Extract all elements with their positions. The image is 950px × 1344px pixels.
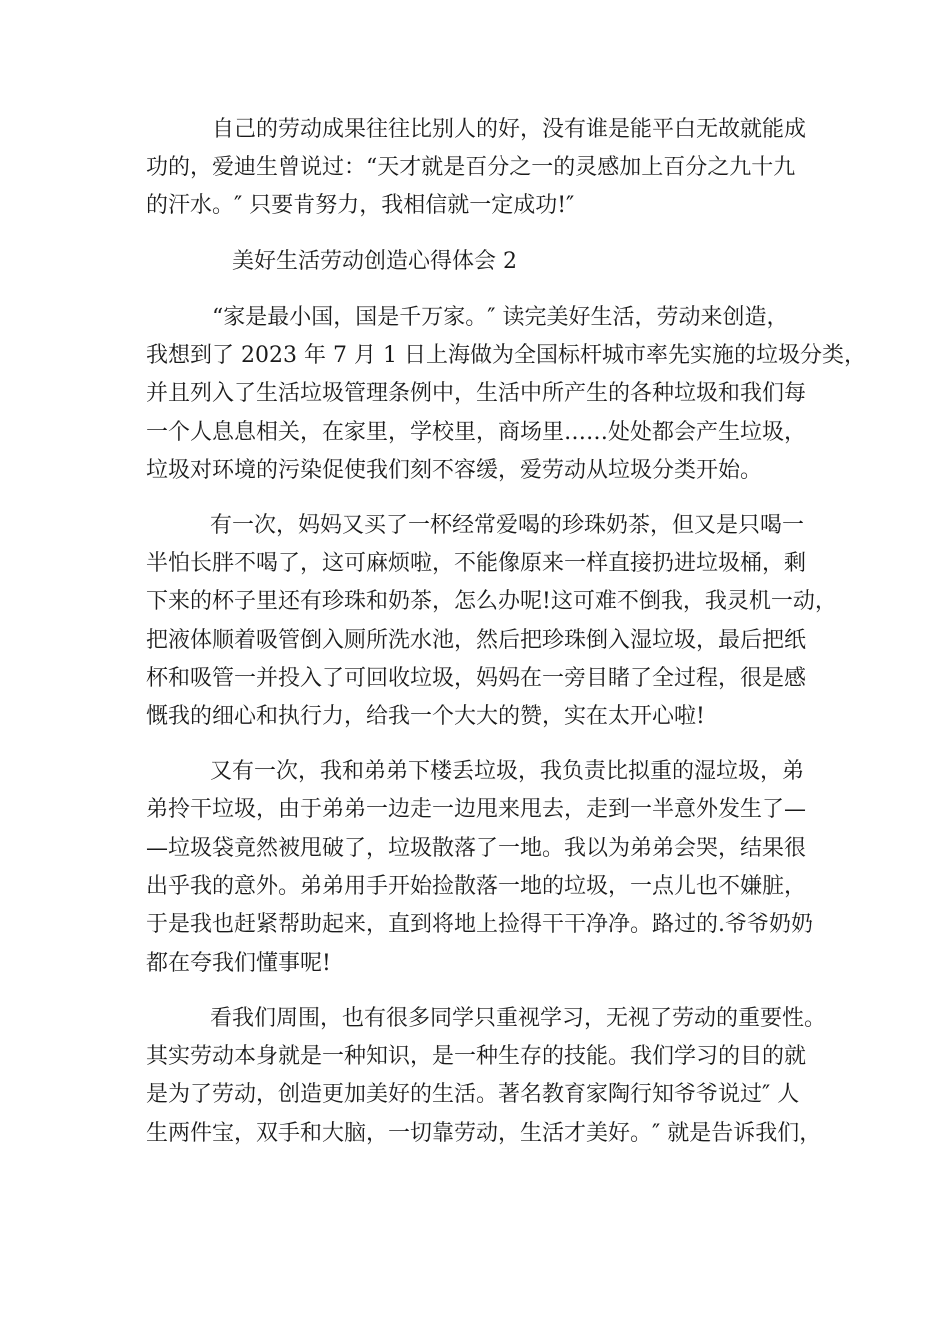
paragraph-2-line-5: 垃圾对环境的污染促使我们刻不容缓，爱劳动从垃圾分类开始。 [146,458,763,483]
paragraph-4-line-2: 弟拎干垃圾，由于弟弟一边走一边甩来甩去，走到一半意外发生了— [146,797,807,822]
paragraph-4-line-4: 出乎我的意外。弟弟用手开始捡散落一地的垃圾，一点儿也不嫌脏， [146,874,807,899]
section-heading: 美好生活劳动创造心得体会 2 [232,249,517,274]
paragraph-4-line-1: 又有一次，我和弟弟下楼丢垃圾，我负责比拟重的湿垃圾，弟 [210,759,805,784]
paragraph-2-line-2: 我想到了 2023 年 7 月 1 日上海做为全国标杆城市率先实施的垃圾分类， [146,343,866,368]
paragraph-2-line-4: 一个人息息相关，在家里，学校里，商场里……处处都会产生垃圾， [146,420,807,445]
paragraph-3-line-1: 有一次，妈妈又买了一杯经常爱喝的珍珠奶茶，但又是只喝一 [210,513,805,538]
paragraph-3-line-2: 半怕长胖不喝了，这可麻烦啦，不能像原来一样直接扔进垃圾桶，剩 [146,551,807,576]
paragraph-4-line-6: 都在夸我们懂事呢! [146,951,331,976]
paragraph-1-line-1: 自己的劳动成果往往比别人的好，没有谁是能平白无故就能成 [212,117,807,142]
paragraph-5-line-1: 看我们周围，也有很多同学只重视学习，无视了劳动的重要性。 [210,1006,827,1031]
paragraph-5-line-4: 生两件宝，双手和大脑，一切靠劳动，生活才美好。″ 就是告诉我们， [146,1121,822,1146]
paragraph-1-line-2: 功的，爱迪生曾说过：“天才就是百分之一的灵感加上百分之九十九 [146,155,796,180]
paragraph-3-line-3: 下来的杯子里还有珍珠和奶茶，怎么办呢!这可难不倒我，我灵机一动， [146,589,837,614]
paragraph-3-line-5: 杯和吸管一并投入了可回收垃圾，妈妈在一旁目睹了全过程，很是感 [146,666,807,691]
paragraph-1-line-3: 的汗水。″ 只要肯努力，我相信就一定成功!″ [146,193,575,218]
paragraph-2-line-3: 并且列入了生活垃圾管理条例中，生活中所产生的各种垃圾和我们每 [146,381,807,406]
paragraph-2-line-1: “家是最小国，国是千万家。″ 读完美好生活，劳动来创造， [212,305,789,330]
paragraph-3-line-4: 把液体顺着吸管倒入厕所洗水池，然后把珍珠倒入湿垃圾，最后把纸 [146,628,807,653]
paragraph-3-line-6: 慨我的细心和执行力，给我一个大大的赞，实在太开心啦! [146,704,705,729]
paragraph-4-line-5: 于是我也赶紧帮助起来，直到将地上捡得干干净净。路过的.爷爷奶奶 [146,912,813,937]
paragraph-5-line-2: 其实劳动本身就是一种知识，是一种生存的技能。我们学习的目的就 [146,1044,807,1069]
paragraph-4-line-3: —垃圾袋竟然被甩破了，垃圾散落了一地。我以为弟弟会哭，结果很 [146,836,807,861]
paragraph-5-line-3: 是为了劳动，创造更加美好的生活。著名教育家陶行知爷爷说过″ 人 [146,1082,800,1107]
